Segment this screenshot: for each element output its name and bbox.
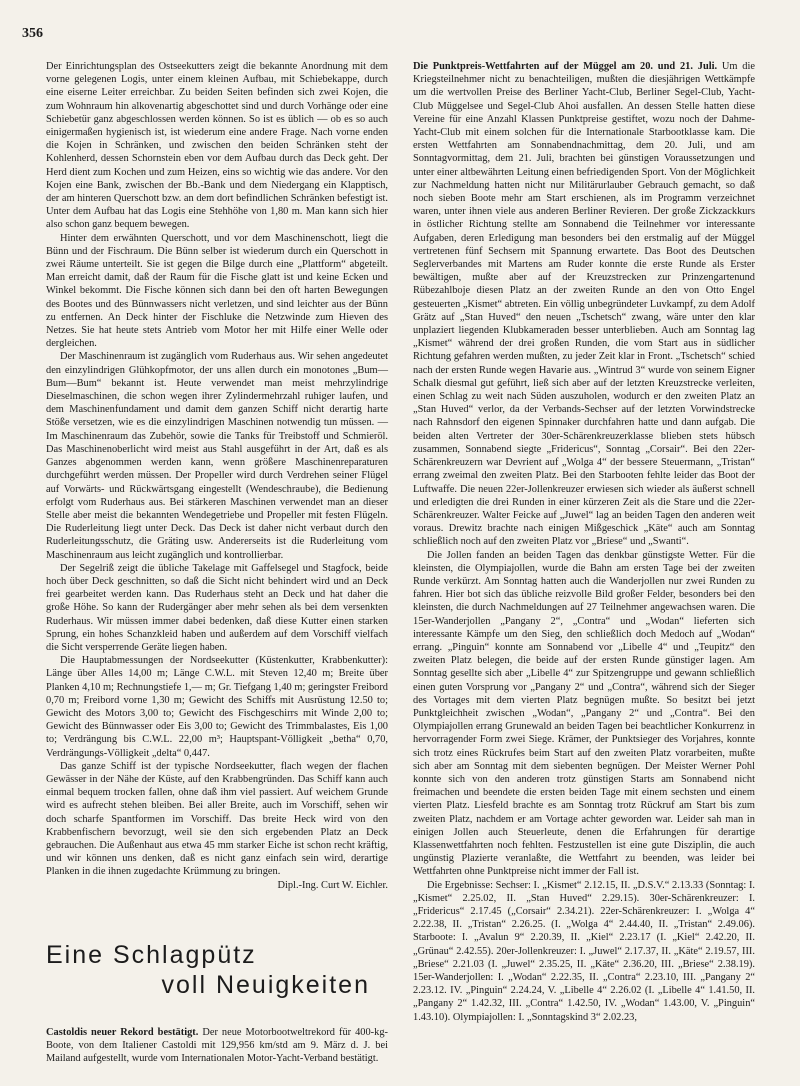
- news-title: Castoldis neuer Rekord bestätigt.: [46, 1027, 199, 1038]
- author-signature: Dipl.-Ing. Curt W. Eichler.: [277, 879, 388, 891]
- right-column: [413, 60, 755, 1024]
- paragraph: Hinter dem erwähnten Querschott, und vor dem Maschinenschott, liegt die Bünn und der Fischraum. Die Bünn selber ist wiederum durch ein Querschott in zwei Räume unterteilt. Sie ist gegen die Bilge durch eine „Plattform“ abgeteilt. Man erreicht damit, daß der Raum für die Fische glatt ist und keine Ecken und Winkel bekommt. Die Fische können sich dann bei den oft harten Bewegungen des Bootes und des Bünnwassers nicht verletzen, und sind leichter aus der Bünn zu entfernen. An Deck hinter der Fischluke die Netzwinde zum Hieven des Netzes. Sie hat heute stets Antrieb vom Motor her mit Hilfe einer Welle oder dergleichen.: [46, 232, 388, 350]
- paragraph: Der Segelriß zeigt die übliche Takelage mit Gaffelsegel und Stagfock, beide hoch über Deck geschnitten, so daß die Sicht nicht behindert wird und an Deck frei gearbeitet werden kann. Das Ruderhaus steht an Deck und hat daher die große Höhe. So kann der Rudergänger aber mehr sehen als bei dem versenkten Ruderhaus. Wir müssen immer dabei bedenken, daß diese Kutter einen starken Sprung, ein hohes Schanzkleid haben und außerdem auf dem Vorschiff vielfach die Sicht versperrende Geräte liegen haben.: [46, 562, 388, 653]
- results: [413, 879, 755, 1024]
- article-lead: [413, 60, 755, 549]
- heading-line-2: voll Neuigkeiten: [161, 971, 370, 999]
- news-body: Der neue Motorbootweltrekord für 400-kg-Boote, von dem Italiener Castoldi mit 129,956 km/std am 9. März d. J. bei Mailand aufgestellt, wurde vom Internationalen Motor-Yacht-Verband bestätigt.: [46, 1027, 388, 1065]
- news-item: [46, 1026, 388, 1066]
- paragraph: Die Hauptabmessungen der Nordseekutter (Küstenkutter, Krabbenkutter): Länge über Alles 14,00 m; Länge C.W.L. mit Steven 12,40 m; Breite über Planken 4,10 m; Rechnungstiefe 1,— m; Gr. Tiefgang 1,40 m; geringster Freibord 0,70 m; Freibord vorne 1,30 m; Gewicht des Schiffs mit Ausrüstung 12.50 to; Gewicht des Motors 3,00 to; Gewicht des Fischgeschirrs mit Winde 2,00 to; Gewicht des Bünnwasser oder Eis 3,00 to; Gewicht des Trimmbalastes, Eis 1,00 to; Verdrängung bis C.W.L. 22,00 m³; Hauptspant-Völligkeit „betha“ 0,70, Verdrängungs-Völligkeit „delta“ 0,447.: [46, 655, 388, 759]
- paragraph: Um die Kriegsteilnehmer nicht zu benachteiligen, mußten die diesjährigen Wettkämpfe um die wertvollen Preise des Berliner Yacht-Club, Berliner Segel-Club, Yacht-Club Müggelsee und Segel-Club Ahoi ausfallen. An dessen Stelle hatten diese Vereine für eine Anzahl Klassen Punktpreise gestiftet, wozu noch der Dahme-Yacht-Club mit einem solchen für die Internationale Starbootklasse kam. Die ersten Wettfahrten am Sonnabendnachmittag, dem 20. Juli, und am Sonntagvormittag, dem 21. Juli, brachten bei günstigen Voraussetzungen und unter einer altbewährten Leitung einen befriedigenden Sport. Von der Möglichkeit zur Nachmeldung hatten nicht nur Militärurlauber Gebrauch gemacht, so daß noch sieben Boote mehr am Start erschienen, als im Programm verzeichnet waren, unter ihnen viele aus anderen Berliner Revieren. Der große Zickzackkurs in östlicher Richtung stellte am Sonnabend die Teilnehmer vor interessante Aufgaben, deren Erledigung man besonders bei den erstmalig auf der Müggel vertretenen fünf Sechsern mit Spannung erwartete. Das Boot des Deutschen Seglerverbandes mit Martens am Ruder konnte die erste Runde als Erster bewältigen, mußte aber auf der Kreuzstrecken zur Prinzengartenund Rübezahlboje diesen Platz an der zweiten Runde an den von Otto Engel gesteuerten „Kismet“ abtreten. Ein völlig unbegründeter Luvkampf, zu dem Adolf Grätz auf „Stan Huved“ den neuen „Tschetsch“ zwang, wäre unter den klar unplaziert liegenden Klubkameraden besser unterblieben. Auch am Sonntag lag „Kismet“ während der drei großen Runden, die vom Start aus in südlicher Richtung gefahren werden mußten, zu jeder Zeit klar in Front. „Tschetsch“ schied nach der ersten Runde wegen Havarie aus. „Wintrud 3“ wurde von seinem Eigner Schalk diesmal gut geführt, ließ sich aber auf der letzten Kreuzstrecke verleiten, einen Schlag zu weit nach Süden auszuholen, wodurch er den zweiten Platz an „Stan Huved“ verlor, da der Verbands-Sechser auf der letzten Vorwindstrecke nach Rahnsdorf den eigenen Spinnaker durchfahren hatte und dann aufgab. Die beiden alten Vertreter der 30er-Schärenkreuzerklasse blieben stets hübsch zusammen, Sonnabend siegte „Fridericus“, Sonntag „Corsair“. Bei den 22er-Schärenkreuzern war Devrient auf „Wolga 4“ der bessere Steuermann, „Tristan“ errang zweimal den zweiten Platz. Bei den Starbooten fehlte leider das Boot der Luftwaffe. Die neuen 22er-Jollenkreuzer erwiesen sich wieder als äußerst schnell und erledigten die drei Runden in einer kürzeren Zeit als die Stare und die 22er-Schärenkreuzer. Walter Feicke auf „Juwel“ lag an beiden Tagen den anderen weit voraus. Drewitz brachte nach einigen Mißgeschick „Käte“ auch am Sonntag schließlich noch auf den zweiten Platz vor „Briese“ und „Swanti“.: [413, 61, 755, 548]
- paragraph: Der Einrichtungsplan des Ostseekutters zeigt die bekannte Anordnung mit dem vorne gelegenen Logis, unter einem kleinen Aufbau, mit Schiebekappe, durch eine eiserne Leiter erreichbar. Zu beiden Seiten befinden sich zwei Kojen, die zum Wohnraum hin alkovenartig abgeschottet sind und durch Vorhänge oder eine Schiebetür ganz abgeschlossen werden können. So ist es üblich — ob es so auch einigermaßen hygienisch ist, ist wiederum eine andere Frage. Nach vorne enden die Kojen in Schränken, und zwischen den beiden Schränken steht der Kohlenherd, dessen Schornstein eben vor dem Aufbau durch das Deck geht. Der Herd dient zum Kochen und zum Heizen, eins so wichtig wie das andere. Vor den Kojen eine Bank, zwischen der Bb.-Bank und dem Niedergang ein Klapptisch, der am hinteren Querschott bzw. an dem dort befindlichen Schränken befestigt ist. Unter dem Aufbau hat das Logis eine Stehhöhe von 1,80 m. Man kann sich hier also schon ganz bequem bewegen.: [46, 61, 388, 231]
- heading-line-1: Eine Schlagpütz: [46, 941, 257, 969]
- results-label: Die Ergebnisse:: [427, 879, 493, 891]
- page-number: 356: [22, 26, 43, 41]
- results-text: Sechser: I. „Kismet“ 2.12.15, II. „D.S.V.“ 2.13.33 (Sonntag: I. „Kismet“ 2.25.02, II. „Stan Huved“ 2.29.15). 30er-Schärenkreuzer: I. „Fridericus“ 2.17.45 („Corsair“ 2.34.21). 22er-Schärenkreuzer: I. „Wolga 4“ 2.22.38, II. „Tristan“ 2.26.25. (I. „Wolga 4“ 2.44.40, II. „Tristan“ 2.49.06). Starboote: I. „Avalun 9“ 2.20.39, II. „Kiel“ 2.23.17 (I. „Kiel“ 2.42.20, II. „Grünau“ 2.42.55). 20er-Jollenkreuzer: I. „Juwel“ 2.17.37, II. „Käte“ 2.19.57, III. „Briese“ 2.21.03 (I. „Juwel“ 2.35.25, II. „Käte“ 2.36.20, III. „Briese“ 2.38.19). 15er-Wanderjollen: I. „Wodan“ 2.22.35, II. „Contra“ 2.23.10, III. „Pangany 2“ 2.23.12. IV. „Pinguin“ 2.24.24, V. „Libelle 4“ 2.26.02 (I. „Libelle 4“ 1.41.50, II. „Pangany 2“ 1.42.32, III. „Contra“ 1.42.50, IV. „Wodan“ 1.43.00, V. „Pinguin“ 1.43.10). Olympiajollen: I. „Sonntagskind 3“ 2.02.23,: [413, 879, 756, 1023]
- paragraph: Die Jollen fanden an beiden Tagen das denkbar günstigste Wetter. Für die kleinsten, die Olympiajollen, wurde die Bahn am ersten Tage bei der zweiten Runde verkürzt. Am Sonntag hatten auch die Wanderjollen nur zwei Runden zu fahren. Hier bot sich das übliche reizvolle Bild großer Felder, besonders bei den kleinsten, die durch Nachmeldungen auf 27 Teilnehmer angewachsen waren. Die 15er-Wanderjollen „Pangany 2“, „Contra“ und „Wodan“ lieferten sich interessante Kämpfe um den Sieg, den schließlich doch Medoch auf „Wodan“ errang. „Pinguin“ konnte am Sonnabend vor „Libelle 4“ und „Teupitz“ den zweiten Platz belegen, die beide auf der ersten Runde günstiger lagen. Am Sonntag gesellte sich aber „Libelle 4“ zur Spitzengruppe und gewann schließlich einen guten Vorsprung vor „Pangany 2“ und „Contra“, während sich der Sieger des Vortages mit dem vierten Platz begnügen mußte. So besitzt bei jetzt Punktgleichheit zwischen „Wodan“, „Pangany 2“ und „Contra“. Bei den Olympiajollen errang Grunewald an beiden Tagen bei beachtlicher Konkurrenz in hervorragender Form zwei Siege. Krämer, der Punktsieger des Vorjahres, konnte sich trotz eines Rückrufes beim Start auf den zweiten Platz vorarbeiten, mußte sich aber am Sonntag mit dem siebenten begnügen. Der Meister Werner Pohl konnte sich von den anderen trotz günstigen Starts am Sonnabend nicht freimachen und beendete die ersten beiden Tage mit einem sechsten und einem vierten Platz. Liesfeld brachte es am Sonntag trotz Rückruf am Start bis zum zweiten Platz, nachdem er am Vortage achter geworden war. Leider sah man in einigen Jollen auch Steuerleute, denen die Erfahrungen für derartige Klassenwettfahrten noch fehlten. Festzustellen ist eine gute Disziplin, die auch ungünstig Plazierte veranlaßte, die Wettfahrt zu beenden, was leider bei Wettfahrten ohne Punktpreise nicht immer der Fall ist.: [413, 549, 755, 878]
- paragraph: Das ganze Schiff ist der typische Nordseekutter, flach wegen der flachen Gewässer in der Nähe der Küste, auf den Krabbengründen. Das Schiff kann auch einmal bequem trocken fallen, ohne daß ihm viel passiert. Auf weichem Grunde wird es aufrecht stehen bleiben. Bei aller Breite, auch im Vorschiff, sehen wir doch scharfe Spantformen im Vorschiff. Das breite Heck wird von den Krabbenfischern bevorzugt, weil sie den sich ergebenden Platz an Deck gebrauchen. Die Außenhaut aus etwa 45 mm starker Eiche ist schon recht kräftig, und wir können uns denken, daß es nicht ganz einfach sein wird, derartige Planken in die ihnen zugedachte Krümmung zu bringen.: [46, 760, 388, 878]
- article-title: Die Punktpreis-Wettfahrten auf der Müggel am 20. und 21. Juli.: [413, 61, 718, 72]
- left-column: [46, 60, 388, 892]
- section-heading: [46, 940, 388, 1000]
- paragraph: Der Maschinenraum ist zugänglich vom Ruderhaus aus. Wir sehen angedeutet den einzylindrigen Glühkopfmotor, der uns allen durch ein monotones „Bum—Bum—Bum“ bekannt ist. Heute verwendet man meist mehrzylindrige Dieselmaschinen, die schon wegen ihrer Zylindermehrzahl ruhiger laufen, und dem Maschinenfundament und damit dem ganzen Schiff nicht derartig harte Stöße versetzen, wie es die einzylindrigen Maschinen notwendig tun müssen. — Im Maschinenraum das Zubehör, sowie die Tanks für Treibstoff und Schmieröl. Das Maschinenoberlicht wird meist aus Stahl ausgeführt in der Art, daß es als Ganzes abgenommen werden kann, wenn größere Maschinenreparaturen durchgeführt werden müssen. Der Propeller wird durch Verdrehen seiner Flügel auf Vorwärts- und Rückwärtsgang eingestellt (Wendeschraube), die Bedienung erfolgt vom Ruderhaus aus. Bei stärkeren Maschinen verwendet man an dieser Stelle aber meist die bekannten Wendegetriebe und Propeller mit festen Flügeln. Die Ruderleitung liegt unter Deck. Das Deck ist daher nicht verbaut durch den Ruderleitungsschutz, die Gräting usw. Andererseits ist die Ruderleitung vom Maschinenraum aus leicht zugänglich und kontrollierbar.: [46, 351, 388, 561]
